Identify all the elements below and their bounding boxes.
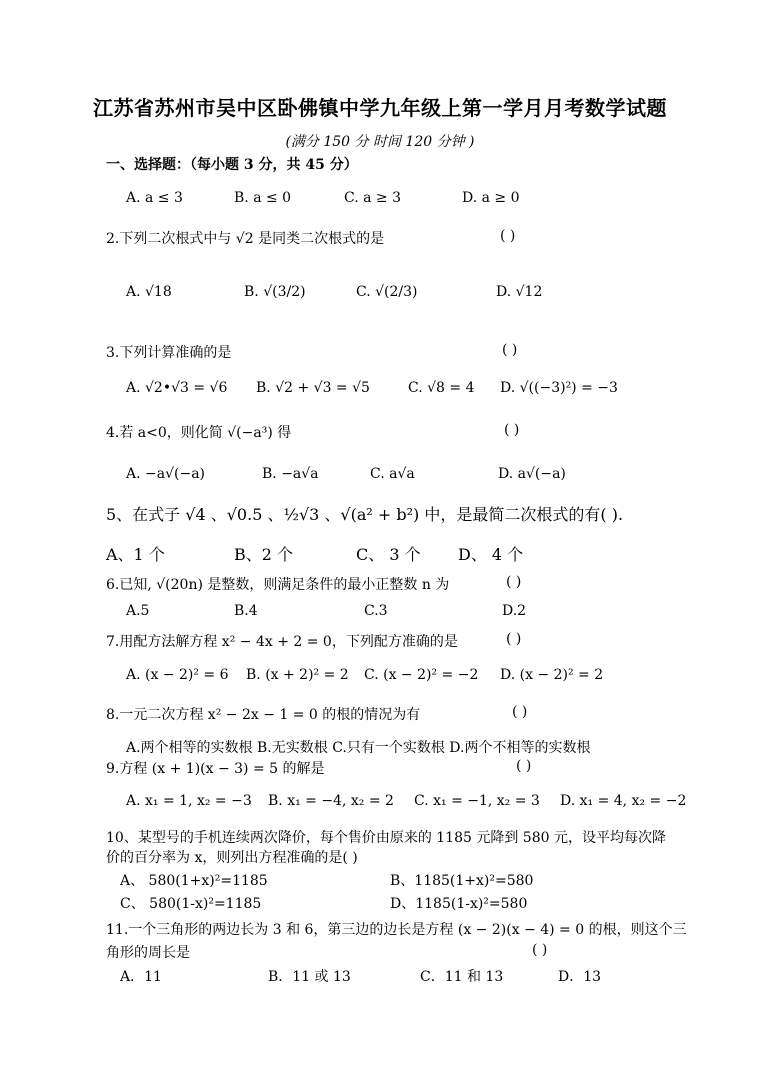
q11-option-a: A．11 xyxy=(120,969,162,985)
q4-option-d: D. a√(−a) xyxy=(498,466,566,482)
q7-option-d: D. (x − 2)² = 2 xyxy=(500,667,604,683)
q10-option-b: B、1185(1+x)²=580 xyxy=(390,873,534,889)
q11-option-d: D．13 xyxy=(558,969,602,985)
q10-option-d: D、1185(1-x)²=580 xyxy=(390,896,528,912)
q2-option-a: A. √18 xyxy=(126,284,172,300)
q10-option-a: A、 580(1+x)²=1185 xyxy=(120,873,268,889)
q5-stem: 5、在式子 √4 、√0.5 、½√3 、√(a² + b²) 中，是最简二次根式的有( ). xyxy=(106,505,624,524)
q11-answer-paren: ( ) xyxy=(532,942,548,958)
q5-option-a: A、1 个 xyxy=(106,545,165,564)
q7-answer-paren: ( ) xyxy=(506,631,522,647)
q4-option-a: A. −a√(−a) xyxy=(126,466,206,482)
q3-stem: 3.下列计算准确的是 xyxy=(106,345,232,361)
q2-answer-paren: ( ) xyxy=(500,228,516,244)
q6-option-a: A.5 xyxy=(126,603,150,619)
q4-option-c: C. a√a xyxy=(370,466,415,482)
q1-option-a: A. a ≤ 3 xyxy=(126,190,183,206)
q11-stem-line1: 11.一个三角形的两边长为 3 和 6，第三边的边长是方程 (x − 2)(x − 4) = 0 的根，则这个三 xyxy=(106,922,687,938)
q3-option-a: A. √2•√3 = √6 xyxy=(126,380,228,396)
page-title: 江苏省苏州市吴中区卧佛镇中学九年级上第一学月月考数学试题 xyxy=(93,96,667,120)
q3-option-d: D. √((−3)²) = −3 xyxy=(500,380,618,396)
q8-answer-paren: ( ) xyxy=(512,704,528,720)
q5-option-b: B、2 个 xyxy=(234,545,294,564)
q9-option-a: A. x₁ = 1, x₂ = −3 xyxy=(126,793,252,809)
q11-option-b: B．11 或 13 xyxy=(268,969,351,985)
section-heading: 一、选择题：（每小题 3 分，共 45 分） xyxy=(106,157,358,173)
q7-stem: 7.用配方法解方程 x² − 4x + 2 = 0，下列配方准确的是 xyxy=(106,634,458,650)
q2-stem: 2.下列二次根式中与 √2 是同类二次根式的是 xyxy=(106,231,385,247)
q10-stem-line2: 价的百分率为 x，则列出方程准确的是( ) xyxy=(106,850,358,866)
q3-option-c: C. √8 = 4 xyxy=(408,380,475,396)
q1-option-b: B. a ≤ 0 xyxy=(234,190,292,206)
q1-option-d: D. a ≥ 0 xyxy=(462,190,520,206)
q10-option-c: C、 580(1-x)²=1185 xyxy=(120,896,262,912)
q3-option-b: B. √2 + √3 = √5 xyxy=(256,380,370,396)
q6-option-c: C.3 xyxy=(364,603,388,619)
q3-answer-paren: ( ) xyxy=(502,342,518,358)
q8-stem: 8.一元二次方程 x² − 2x − 1 = 0 的根的情况为有 xyxy=(106,707,421,723)
q9-option-d: D. x₁ = 4, x₂ = −2 xyxy=(560,793,687,809)
q11-option-c: C．11 和 13 xyxy=(420,969,504,985)
q10-stem-line1: 10、某型号的手机连续两次降价，每个售价由原来的 1185 元降到 580 元，设平均每次降 xyxy=(106,830,666,846)
q2-option-d: D. √12 xyxy=(496,284,543,300)
page-subtitle: (满分 150 分 时间 120 分钟 ) xyxy=(285,134,475,150)
q9-stem: 9.方程 (x + 1)(x − 3) = 5 的解是 xyxy=(106,761,325,777)
q9-option-b: B. x₁ = −4, x₂ = 2 xyxy=(268,793,394,809)
q9-answer-paren: ( ) xyxy=(516,758,532,774)
q5-option-d: D、 4 个 xyxy=(458,545,524,564)
q7-option-b: B. (x + 2)² = 2 xyxy=(246,667,349,683)
q2-option-c: C. √(2/3) xyxy=(356,284,418,300)
q8-options: A.两个相等的实数根 B.无实数根 C.只有一个实数根 D.两个不相等的实数根 xyxy=(126,740,591,756)
q6-option-b: B.4 xyxy=(234,603,258,619)
q1-option-c: C. a ≥ 3 xyxy=(344,190,401,206)
q4-stem: 4.若 a<0，则化简 √(−a³) 得 xyxy=(106,425,292,441)
q6-stem: 6.已知, √(20n) 是整数，则满足条件的最小正整数 n 为 xyxy=(106,577,450,593)
q5-option-c: C、 3 个 xyxy=(356,545,421,564)
q6-option-d: D.2 xyxy=(502,603,527,619)
q2-option-b: B. √(3/2) xyxy=(244,284,306,300)
q7-option-c: C. (x − 2)² = −2 xyxy=(364,667,479,683)
q4-option-b: B. −a√a xyxy=(262,466,319,482)
q7-option-a: A. (x − 2)² = 6 xyxy=(126,667,229,683)
q9-option-c: C. x₁ = −1, x₂ = 3 xyxy=(414,793,540,809)
q6-answer-paren: ( ) xyxy=(506,574,522,590)
q11-stem-line2: 角形的周长是 xyxy=(106,945,190,961)
q4-answer-paren: ( ) xyxy=(504,422,520,438)
